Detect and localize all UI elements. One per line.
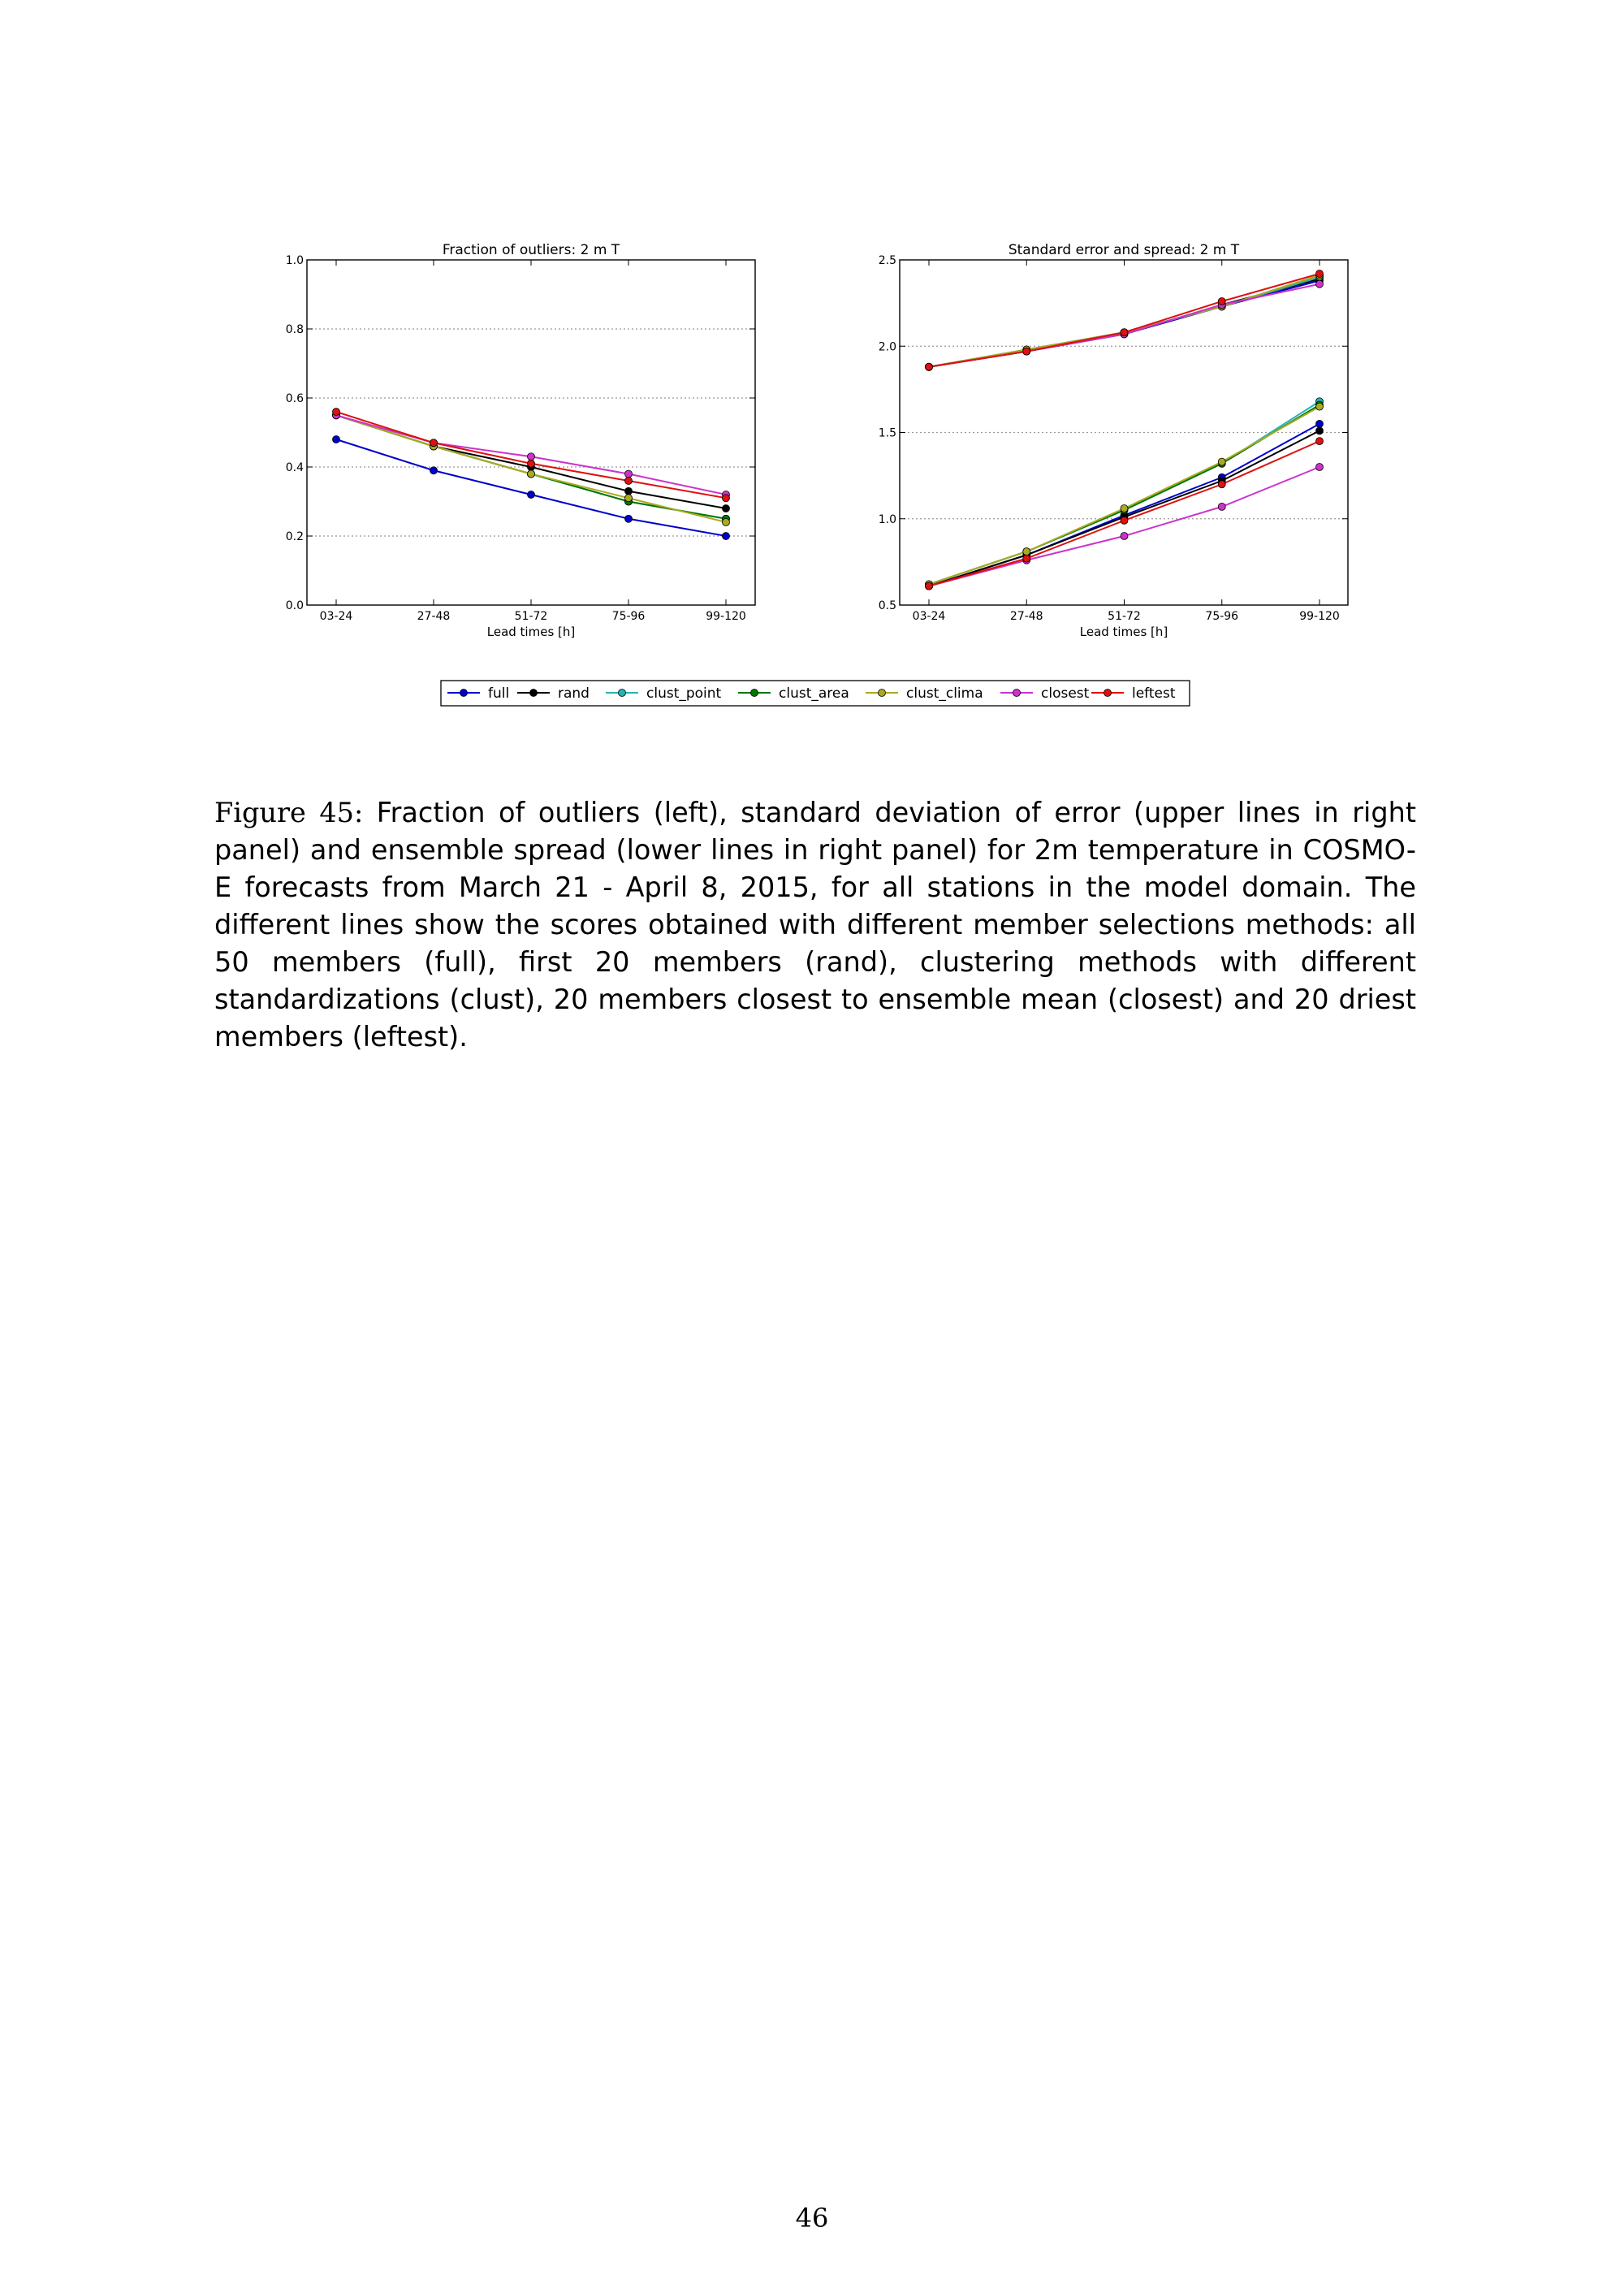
page-number: 46 — [795, 2203, 829, 2233]
left-panel-data-point — [625, 478, 633, 485]
right-panel-ytick-label: 1.0 — [878, 512, 896, 526]
right-panel-data-point — [1121, 533, 1128, 540]
left-panel-data-point — [430, 439, 438, 447]
left-panel-xtick-label: 75-96 — [611, 610, 646, 623]
left-panel-ytick-label: 0.6 — [285, 392, 304, 405]
left-panel-data-point — [528, 470, 535, 478]
right-panel-data-point — [1023, 548, 1030, 556]
right-panel-data-point — [1218, 481, 1225, 488]
left-panel-ytick-label: 0.4 — [285, 461, 304, 474]
legend-marker-clust_point — [619, 690, 626, 697]
legend-label-rand: rand — [558, 685, 590, 702]
legend-label-clust_point: clust_point — [646, 685, 722, 702]
left-panel-xtick-label: 27-48 — [417, 610, 451, 623]
right-panel-data-point — [1316, 270, 1324, 278]
right-panel-series-line-closest-error- — [929, 284, 1320, 367]
legend-marker-clust_clima — [879, 690, 886, 697]
caption-text: Fraction of outliers (left), standard deviation of error (upper lines in right panel) and ensemble spread (lower lines in right panel) for 2m temperature in COSMO-E forecasts from March 21 - April 8, 2015, for all stations in the model domain. The different lines show the scores obtained with different member selections methods: all 50 members (full), first 20 members (rand), clustering methods with different standardizations (clust), 20 members closest to ensemble mean (closest) and 20 driest members (leftest). — [214, 797, 1416, 1053]
right-panel-data-point — [1218, 458, 1225, 465]
figure-45 — [0, 0, 1624, 731]
right-panel-series-line-clust_clima-error- — [929, 275, 1320, 367]
right-panel-data-point — [1316, 427, 1324, 435]
left-panel-ytick-label: 0.2 — [285, 530, 304, 543]
right-panel-xtick-label: 75-96 — [1205, 610, 1239, 623]
left-panel-data-point — [528, 491, 535, 499]
left-panel-xtick-label: 03-24 — [319, 610, 353, 623]
left-panel-xtick-label: 99-120 — [706, 610, 746, 623]
legend-marker-rand — [530, 690, 538, 697]
left-panel-data-point — [430, 467, 438, 474]
right-panel-data-point — [1316, 280, 1324, 288]
figure-caption — [214, 794, 1416, 1056]
left-panel-data-point — [625, 487, 633, 495]
right-panel-data-point — [1316, 403, 1324, 410]
legend-label-closest: closest — [1041, 685, 1090, 702]
left-panel-data-point — [723, 533, 730, 540]
right-panel-series-line-clust_area-error- — [929, 275, 1320, 367]
right-panel — [879, 242, 1348, 639]
legend-label-leftest: leftest — [1132, 685, 1176, 702]
right-panel-series-line-rand-error- — [929, 279, 1320, 366]
right-panel-series-line-clust_clima-spread- — [929, 407, 1320, 585]
right-panel-ytick-label: 1.5 — [878, 426, 896, 440]
left-panel-data-point — [333, 436, 340, 443]
left-panel — [286, 242, 755, 639]
right-panel-data-point — [1121, 329, 1128, 336]
left-panel-xlabel: Lead times [h] — [486, 625, 576, 639]
legend-marker-leftest — [1104, 690, 1112, 697]
left-panel-data-point — [723, 505, 730, 512]
legend-label-clust_area: clust_area — [779, 685, 849, 702]
legend-label-clust_clima: clust_clima — [906, 685, 983, 702]
left-panel-data-point — [528, 453, 535, 460]
left-panel-data-point — [625, 470, 633, 478]
legend-marker-clust_area — [751, 690, 758, 697]
right-panel-xlabel: Lead times [h] — [1079, 625, 1168, 639]
right-panel-data-point — [1218, 503, 1225, 510]
right-panel-series-line-clust_point-spread- — [929, 401, 1320, 584]
right-panel-series-line-clust_area-spread- — [929, 405, 1320, 585]
right-panel-data-point — [1316, 420, 1324, 427]
right-panel-data-point — [1316, 438, 1324, 445]
left-panel-data-point — [333, 409, 340, 416]
right-panel-xtick-label: 27-48 — [1009, 610, 1043, 623]
legend-label-full: full — [488, 685, 510, 702]
legend — [441, 681, 1190, 706]
left-panel-ytick-label: 0.0 — [285, 599, 304, 612]
right-panel-xtick-label: 03-24 — [912, 610, 946, 623]
right-panel-data-point — [1218, 298, 1225, 305]
left-panel-ytick-label: 1.0 — [285, 254, 304, 267]
right-panel-title: Standard error and spread: 2 m T — [1008, 242, 1240, 258]
right-panel-data-point — [1121, 517, 1128, 524]
left-panel-frame — [307, 260, 755, 605]
left-panel-data-point — [625, 495, 633, 502]
right-panel-data-point — [926, 363, 933, 370]
right-panel-data-point — [1023, 348, 1030, 355]
right-panel-data-point — [1023, 555, 1030, 562]
right-panel-xtick-label: 99-120 — [1299, 610, 1340, 623]
left-panel-data-point — [723, 519, 730, 526]
right-panel-ytick-label: 0.5 — [878, 599, 896, 612]
left-panel-xtick-label: 51-72 — [514, 610, 548, 623]
left-panel-title: Fraction of outliers: 2 m T — [442, 242, 620, 258]
right-panel-xtick-label: 51-72 — [1108, 610, 1141, 623]
right-panel-ytick-label: 2.0 — [878, 340, 896, 354]
caption-label: Figure 45: — [214, 797, 364, 828]
left-panel-ytick-label: 0.8 — [285, 323, 304, 336]
left-panel-data-point — [625, 515, 633, 522]
legend-marker-full — [460, 690, 468, 697]
left-panel-data-point — [723, 495, 730, 502]
right-panel-ytick-label: 2.5 — [878, 254, 896, 267]
legend-marker-closest — [1013, 690, 1021, 697]
left-panel-data-point — [528, 460, 535, 467]
right-panel-data-point — [926, 582, 933, 590]
right-panel-data-point — [1316, 464, 1324, 471]
right-panel-data-point — [1121, 505, 1128, 512]
right-panel-series-line-leftest-error- — [929, 274, 1320, 367]
